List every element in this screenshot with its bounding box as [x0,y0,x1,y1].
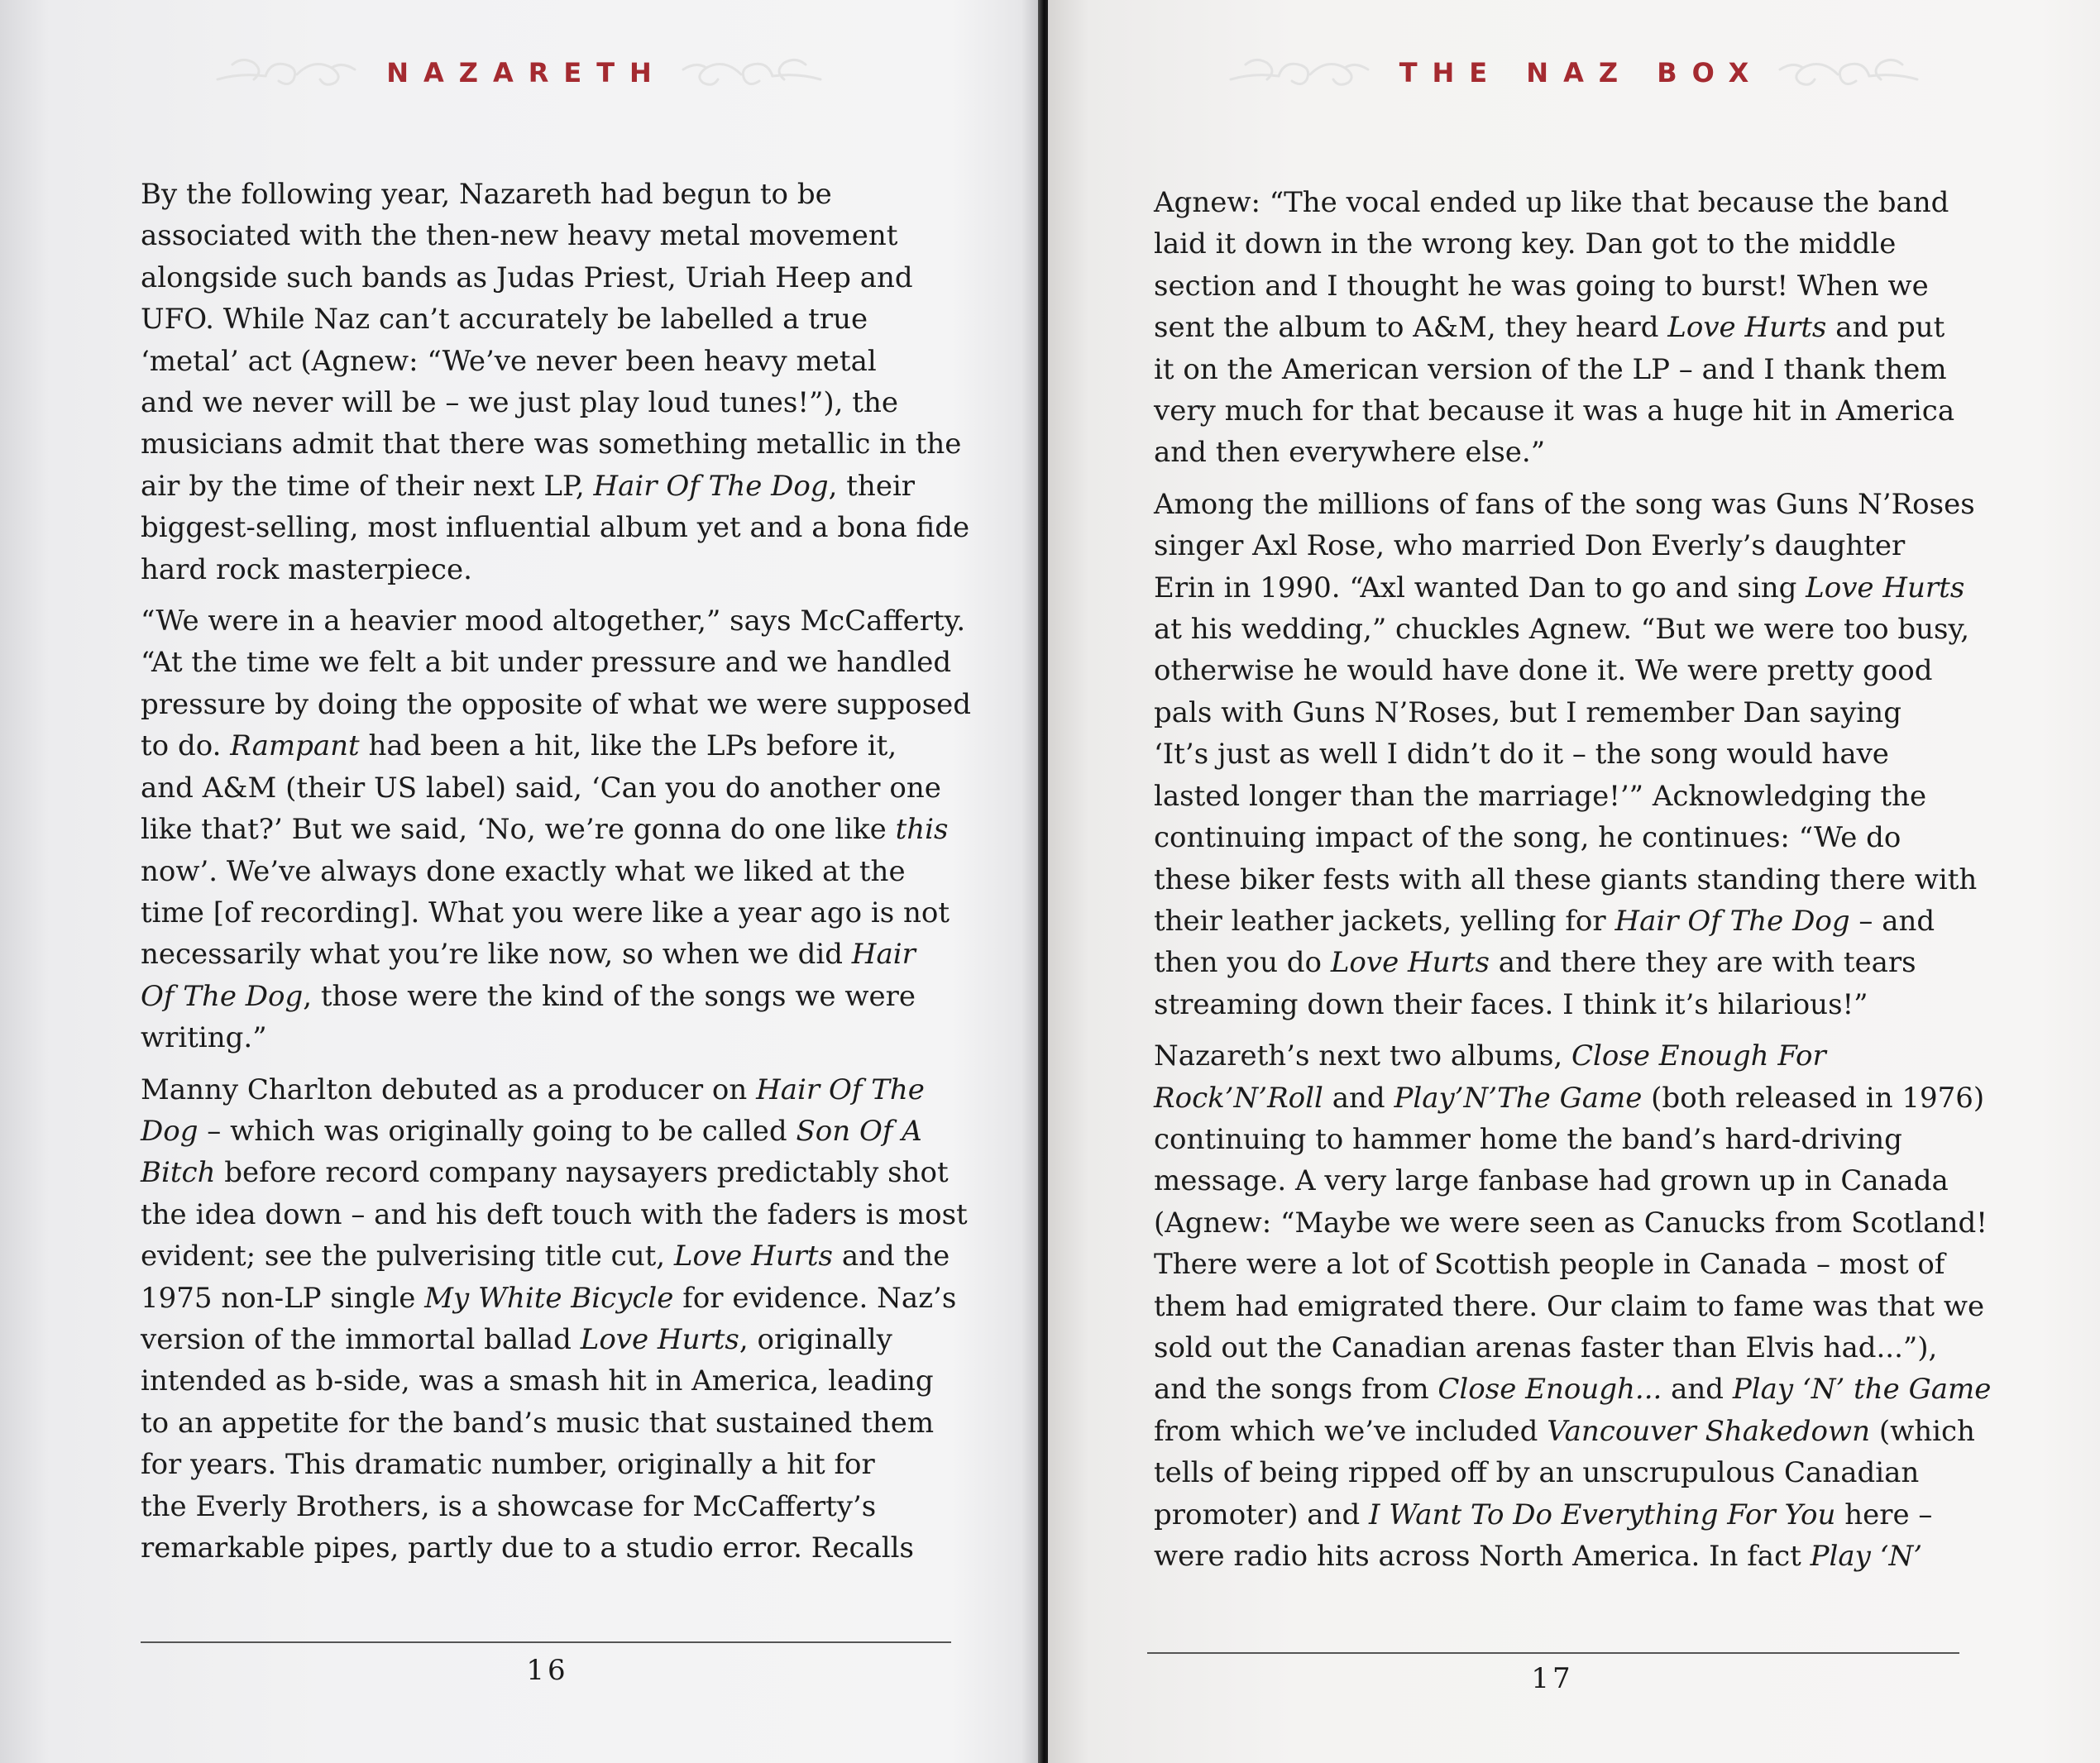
text-line: sent the album to A&M, they heard Love Hurts and put [1154,311,1945,345]
book-gutter [1038,0,1048,1763]
text-line: Among the millions of fans of the song was Guns N’Roses [1154,487,1975,521]
text-line: hard rock masterpiece. [141,552,472,586]
italic-title: Vancouver Shakedown [1547,1414,1871,1448]
text-line: and we never will be – we just play loud tunes!”), the [141,386,898,420]
italic-title: Son Of A [796,1114,922,1148]
text-line: necessarily what you’re like now, so when we did Hair [141,938,916,972]
text-line: the Everly Brothers, is a showcase for McCafferty’s [141,1489,877,1523]
italic-title: Love Hurts [580,1322,739,1356]
paragraph [141,174,968,590]
text-line: for years. This dramatic number, originally a hit for [141,1448,875,1482]
footer-rule [141,1641,951,1643]
box-title-header: THE NAZ BOX [1399,57,1764,88]
italic-title: I Want To Do Everything For You [1369,1498,1836,1531]
left-running-header [0,48,1038,98]
flourish-left-ornament [1229,55,1370,91]
page-number: 17 [1531,1662,1574,1695]
text-line: alongside such bands as Judas Priest, Uriah Heep and [141,260,913,294]
italic-title: Love Hurts [1330,946,1490,980]
italic-title: Hair Of The Dog [1614,904,1850,938]
text-line: By the following year, Nazareth had begun to be [141,178,832,211]
text-line: were radio hits across North America. In fact Play ‘N’ [1154,1540,1922,1573]
italic-title: Play ‘N’ [1810,1540,1922,1573]
text-line: musicians admit that there was something metallic in the [141,428,962,461]
italic-title: Hair Of The [756,1073,925,1106]
text-line: message. A very large fanbase had grown up in Canada [1154,1164,1949,1198]
text-line: and then everywhere else.” [1154,436,1546,470]
right-page [1048,0,2100,1763]
text-line: singer Axl Rose, who married Don Everly’s daughter [1154,529,1906,563]
text-line: UFO. While Naz can’t accurately be labelled a true [141,303,868,337]
text-line: it on the American version of the LP – and I thank them [1154,352,1947,386]
paragraph [1154,182,1981,474]
text-line: time [of recording]. What you were like a year ago is not [141,896,950,929]
text-line: their leather jackets, yelling for Hair Of The Dog – and [1154,904,1935,938]
text-line: Rock’N’Roll and Play’N’The Game (both released in 1976) [1154,1081,1985,1115]
text-line: There were a lot of Scottish people in Canada – most of [1154,1248,1945,1282]
italic-title: Dog [141,1114,199,1148]
text-line: sold out the Canadian arenas faster than Elvis had...”), [1154,1331,1938,1364]
text-line: air by the time of their next LP, Hair Of The Dog, their [141,469,916,503]
text-line: to an appetite for the band’s music that sustained them [141,1406,935,1440]
italic-title: Close Enough... [1437,1373,1662,1407]
italic-title: Love Hurts [1806,571,1965,604]
flourish-right-ornament [682,55,822,91]
text-line: and the songs from Close Enough... and Play ‘N’ the Game [1154,1373,1992,1407]
text-line: Dog – which was originally going to be called Son Of A [141,1114,922,1148]
footer-rule [1147,1652,1959,1654]
italic-title: Bitch [141,1156,216,1190]
text-line: “We were in a heavier mood altogether,” says McCafferty. [141,604,966,638]
italic-title: Close Enough For [1571,1039,1826,1073]
paragraph [141,1069,968,1570]
text-line: pressure by doing the opposite of what we were supposed [141,687,972,721]
paragraph [1154,484,1981,1025]
text-line: version of the immortal ballad Love Hurts, originally [141,1322,892,1356]
text-line: tells of being ripped off by an unscrupulous Canadian [1154,1456,1920,1490]
text-line: streaming down their faces. I think it’s hilarious!” [1154,987,1868,1021]
page-number: 16 [526,1654,569,1687]
text-line: at his wedding,” chuckles Agnew. “But we were too busy, [1154,613,1969,647]
text-line: laid it down in the wrong key. Dan got to the middle [1154,227,1897,261]
flourish-left-ornament [216,55,356,91]
text-line: now’. We’ve always done exactly what we liked at the [141,854,906,888]
text-line: continuing to hammer home the band’s hard-driving [1154,1122,1902,1156]
text-line: Erin in 1990. “Axl wanted Dan to go and sing Love Hurts [1154,571,1965,604]
italic-title: Hair Of The Dog [593,469,829,503]
text-line: continuing impact of the song, he continues: “We do [1154,821,1901,855]
text-line: pals with Guns N’Roses, but I remember Dan saying [1154,695,1901,729]
text-line: Manny Charlton debuted as a producer on Hair Of The [141,1073,925,1106]
text-line: 1975 non-LP single My White Bicycle for evidence. Naz’s [141,1281,957,1315]
text-line: like that?’ But we said, ‘No, we’re gonna do one like this [141,813,949,847]
text-line: (Agnew: “Maybe we were seen as Canucks from Scotland! [1154,1206,1988,1240]
text-line: the idea down – and his deft touch with the faders is most [141,1197,968,1231]
text-line: Agnew: “The vocal ended up like that because the band [1154,186,1949,219]
text-line: otherwise he would have done it. We were pretty good [1154,654,1933,688]
text-line: intended as b-side, was a smash hit in America, leading [141,1364,934,1398]
text-line: then you do Love Hurts and there they are with tears [1154,946,1916,980]
paragraph [1154,1035,1992,1577]
text-line: them had emigrated there. Our claim to fame was that we [1154,1289,1985,1323]
text-line: ‘It’s just as well I didn’t do it – the song would have [1154,738,1889,772]
text-line: lasted longer than the marriage!’” Acknowledging the [1154,779,1927,813]
text-line: remarkable pipes, partly due to a studio error. Recalls [141,1531,914,1565]
text-line: evident; see the pulverising title cut, Love Hurts and the [141,1240,950,1273]
text-line: “At the time we felt a bit under pressure and we handled [141,646,952,680]
text-line: writing.” [141,1021,267,1055]
text-line: Nazareth’s next two albums, Close Enough For [1154,1039,1826,1073]
text-line: section and I thought he was going to burst! When we [1154,269,1929,303]
italic-title: My White Bicycle [424,1281,674,1315]
text-line: biggest-selling, most influential album yet and a bona fide [141,511,970,545]
right-running-header [1048,48,2100,98]
text-line: ‘metal’ act (Agnew: “We’ve never been heavy metal [141,344,877,378]
italic-title: Rock’N’Roll [1154,1081,1323,1115]
italic-title: Play ‘N’ the Game [1732,1373,1992,1407]
book-title-header: NAZARETH [386,57,667,88]
italic-title: Love Hurts [673,1240,834,1273]
text-line: Bitch before record company naysayers predictably shot [141,1156,949,1190]
left-body-text [141,174,972,1579]
text-line: from which we’ve included Vancouver Shakedown (which [1154,1414,1975,1448]
right-body-text [1154,182,1992,1587]
paragraph [141,600,972,1058]
italic-title: Hair [851,938,916,972]
italic-title: this [895,813,949,847]
italic-title: Of The Dog [141,979,304,1013]
italic-title: Play’N’The Game [1394,1081,1643,1115]
text-line: Of The Dog, those were the kind of the songs we were [141,979,916,1013]
italic-title: Rampant [230,729,360,763]
text-line: to do. Rampant had been a hit, like the LPs before it, [141,729,897,763]
text-line: and A&M (their US label) said, ‘Can you do another one [141,771,941,805]
left-page [0,0,1038,1763]
flourish-right-ornament [1778,55,1919,91]
text-line: very much for that because it was a huge hit in America [1154,394,1955,428]
text-line: associated with the then-new heavy metal movement [141,219,898,253]
text-line: promoter) and I Want To Do Everything For You here – [1154,1498,1933,1531]
text-line: these biker fests with all these giants standing there with [1154,862,1978,896]
italic-title: Love Hurts [1667,311,1827,345]
